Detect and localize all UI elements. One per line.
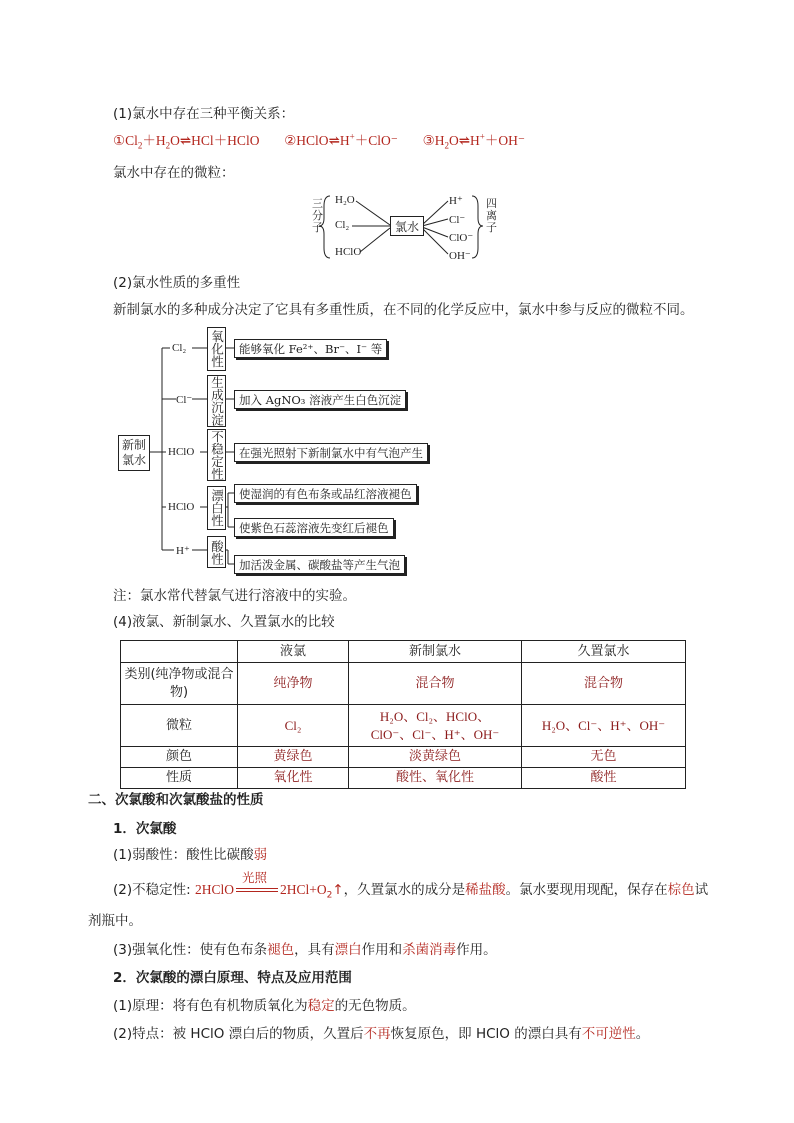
table-header-row [121, 641, 686, 663]
eq2-left: ②HClO [284, 133, 329, 148]
table-row [121, 663, 686, 705]
equals-line-icon [236, 891, 278, 892]
eq3-left: ③H [422, 133, 445, 148]
answer-bleach: 漂白 [334, 942, 362, 958]
properties-diagram [116, 325, 436, 577]
equilibrium-arrow-icon: ⇌ [328, 133, 340, 148]
desc-oxidize-ions: 能够氧化 Fe²⁺、Br⁻、I⁻ 等 [234, 339, 387, 358]
answer-disinfect: 杀菌消毒 [402, 942, 457, 958]
text: (1)原理：将有色有机物质氧化为 [113, 998, 308, 1014]
species-hclo-1: HClO [168, 446, 195, 458]
condition-light: 光照 [241, 870, 267, 885]
answer-fade: 褪色 [267, 942, 295, 958]
section4-title: (4)液氯、新制氯水、久置氯水的比较 [113, 614, 335, 630]
answer-irreversible: 不可逆性 [581, 1026, 636, 1042]
eq1-left: ①Cl [113, 133, 138, 148]
subsection-hypochlorous-acid: 1．次氯酸 [113, 821, 177, 837]
desc-bubbles-light: 在强光照射下新制氯水中有气泡产生 [234, 443, 428, 462]
table-cell: 混合物 [349, 663, 522, 705]
eq3-o: O [448, 133, 459, 148]
text: 恢复原色，即 HClO 的漂白具有 [390, 1026, 582, 1042]
part2-heading: 二、次氯酸和次氯酸盐的性质 [88, 792, 264, 808]
species-h: H⁺ [176, 545, 190, 557]
table-header-cell: 久置氯水 [522, 641, 686, 663]
table-cell: 氧化性 [238, 768, 349, 789]
section2-title: (2)氯水性质的多重性 [113, 275, 241, 291]
text: 的无色物质。 [334, 998, 416, 1014]
eq2-sym: H [339, 133, 350, 148]
property-acidic: 酸性 [207, 536, 226, 568]
table-cell: 类别(纯净物或混合物) [121, 663, 238, 705]
text: 。 [635, 1026, 650, 1042]
table-cell: 无色 [522, 747, 686, 768]
section2-description: 新制氯水的多种成分决定了它具有多重性质，在不同的化学反应中，氯水中参与反应的微粒不同。 [113, 302, 694, 318]
particles-title: 氯水中存在的微粒： [113, 165, 235, 181]
eq1-o: O [170, 133, 180, 148]
table-header-cell: 新制氯水 [349, 641, 522, 663]
answer-weak: 弱 [253, 847, 268, 863]
text: 。氯水要现用现配，保存在 [505, 882, 668, 898]
text: 作用和 [361, 942, 403, 958]
table-cell: 酸性 [522, 768, 686, 789]
weak-acidity-line [113, 845, 267, 865]
text: 试 [694, 882, 709, 898]
eq1-right: ＋HClO [213, 133, 260, 148]
ion-oh: OH⁻ [449, 250, 471, 262]
molecule-h2o: H₂O [335, 194, 355, 206]
table-row [121, 747, 686, 768]
note: 注：氯水常代替氯气进行溶液中的实验。 [113, 588, 356, 604]
property-oxidizing: 氧化性 [207, 327, 226, 371]
subsection-bleaching: 2．次氯酸的漂白原理、特点及应用范围 [113, 970, 352, 986]
table-cell: Cl₂ [238, 705, 349, 747]
text: (2)不稳定性: [113, 882, 195, 898]
desc-active-metal: 加活泼金属、碳酸盐等产生气泡 [234, 555, 405, 574]
property-precipitate: 生成沉淀 [207, 375, 226, 427]
table-cell: 淡黄绿色 [349, 747, 522, 768]
answer-no-longer: 不再 [363, 1026, 391, 1042]
light-condition-arrow [236, 870, 278, 900]
table-header-cell [121, 641, 238, 663]
species-cl2: Cl₂ [172, 342, 187, 354]
eq3-right: ＋OH⁻ [484, 133, 525, 148]
desc-bleach-cloth: 使湿润的有色布条或品红溶液褪色 [234, 484, 417, 503]
comparison-table [120, 640, 686, 789]
feature-line [113, 1024, 649, 1044]
text: (3)强氧化性：使有色布条 [113, 942, 268, 958]
ion-h: H⁺ [449, 195, 463, 207]
table-cell: 混合物 [522, 663, 686, 705]
table-cell: 黄绿色 [238, 747, 349, 768]
desc-litmus: 使紫色石蕊溶液先变红后褪色 [234, 518, 394, 537]
equation-left: 2HClO [194, 882, 234, 897]
table-row [121, 705, 686, 747]
property-unstable: 不稳定性 [207, 429, 226, 481]
ions-label: 四离子 [486, 198, 497, 234]
root-fresh-chlorine-water: 新制氯水 [118, 435, 150, 471]
principle-line [113, 996, 416, 1016]
eq3-sym: H [470, 133, 480, 148]
text: ，久置氯水的成分是 [343, 882, 466, 898]
equation-right: 2HCl+O [279, 882, 327, 897]
table-header-cell: 液氯 [238, 641, 349, 663]
ion-clo: ClO⁻ [449, 232, 474, 244]
species-cl: Cl⁻ [176, 394, 193, 406]
gas-arrow-icon: ↑ [332, 882, 344, 898]
ion-cl: Cl⁻ [449, 214, 466, 226]
equals-line-icon [236, 888, 278, 889]
text: (2)特点：被 HClO 漂白后的物质，久置后 [113, 1026, 364, 1042]
molecule-cl2: Cl₂ [335, 219, 350, 231]
table-row [121, 768, 686, 789]
text: ，具有 [294, 942, 335, 958]
equilibrium-arrow-icon: ⇌ [458, 133, 471, 148]
answer-stable: 稳定 [307, 998, 335, 1014]
instability-line: (2)不稳定性: 2HClO 光照 $2HCl+O_2↑$，久置氯水的成分是稀盐酸。氯水要现用现配，保存在棕色试 [113, 870, 709, 901]
table-cell: 微粒 [121, 705, 238, 747]
table-cell: 颜色 [121, 747, 238, 768]
table-cell: H₂O、Cl₂、HClO、ClO⁻、Cl⁻、H⁺、OH⁻ [349, 705, 522, 747]
eq1-sym: HCl [191, 133, 214, 148]
chlorine-water-center: 氯水 [390, 216, 424, 236]
species-hclo-2: HClO [168, 501, 195, 513]
answer-brown: 棕色 [667, 882, 695, 898]
desc-agno3: 加入 AgNO₃ 溶液产生白色沉淀 [234, 390, 406, 409]
equilibrium-arrow-icon: ⇌ [179, 133, 192, 148]
answer-dilute-hcl: 稀盐酸 [465, 882, 506, 898]
property-bleaching: 漂白性 [207, 486, 226, 530]
table-cell: H₂O、Cl⁻、H⁺、OH⁻ [522, 705, 686, 747]
table-cell: 性质 [121, 768, 238, 789]
eq2-right: ＋ClO⁻ [354, 133, 398, 148]
section1-title: (1)氯水中存在三种平衡关系： [113, 106, 295, 122]
equilibrium-equations: $①Cl_2+H_2O\rightleftharpoons HCl+HClO$ ②HClO⇌H+＋ClO⁻ $③H_2O\rightleftharpoons H^++OH^-$ [113, 131, 525, 151]
text: (1)弱酸性：酸性比碳酸 [113, 847, 254, 863]
molecule-hclo: HClO [335, 246, 362, 258]
instability-line-2: 剂瓶中。 [88, 913, 142, 929]
oxidizing-line [113, 940, 497, 960]
table-cell: 酸性、氧化性 [349, 768, 522, 789]
text: 作用。 [456, 942, 497, 958]
molecules-label: 三分子 [312, 198, 323, 234]
particles-diagram [310, 188, 500, 268]
table-cell: 纯净物 [238, 663, 349, 705]
eq1-mid: ＋H [142, 133, 166, 148]
